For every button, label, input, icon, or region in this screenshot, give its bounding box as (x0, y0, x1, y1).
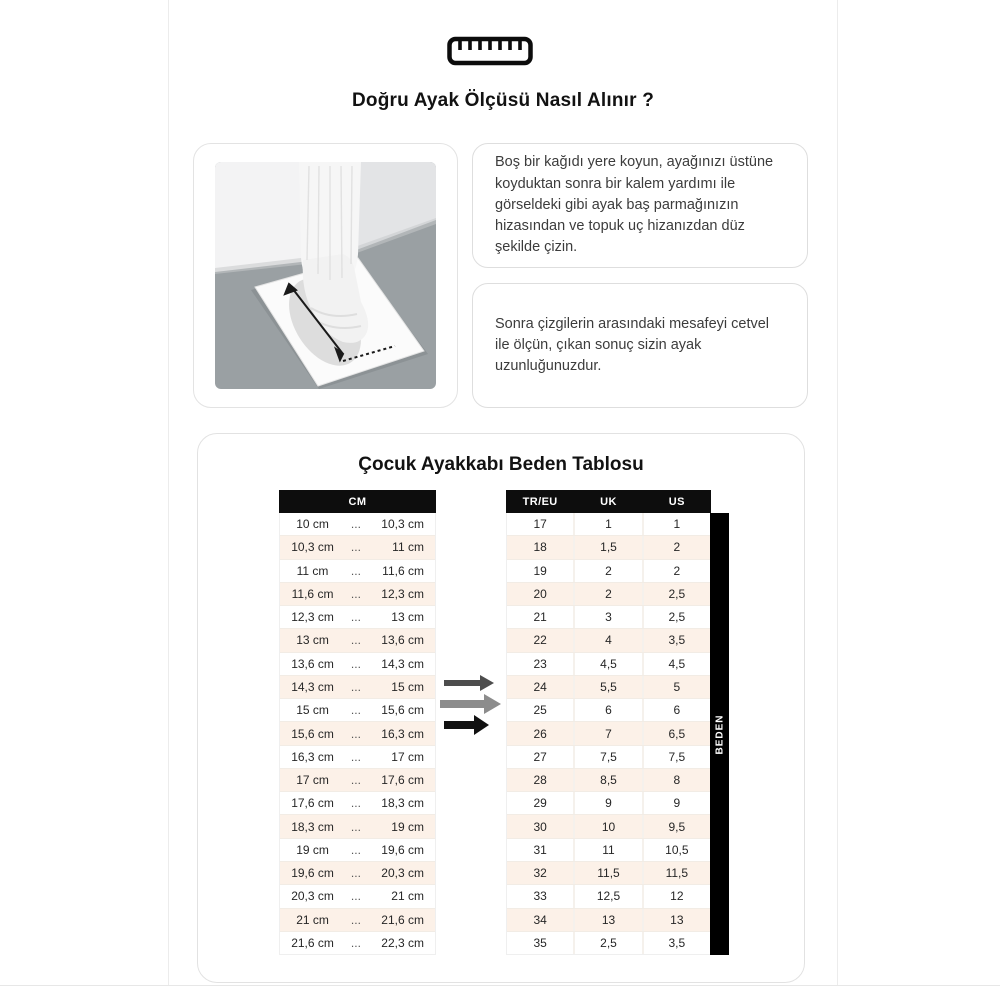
transfer-arrows-icon (438, 671, 504, 737)
table-cell: 22 (507, 629, 575, 651)
table-cell: ... (350, 866, 361, 881)
cm-range-table (279, 490, 436, 955)
header-us: US (668, 495, 685, 508)
table-cell: ... (350, 912, 361, 927)
table-cell: 7,5 (575, 746, 643, 768)
foot-measure-photo-card (193, 143, 458, 408)
table-cell: 25 (507, 699, 575, 721)
table-cell: 18,3 cm (291, 819, 334, 834)
table-cell: 2 (673, 563, 681, 578)
table-cell: 3,5 (668, 935, 686, 950)
table-row (507, 815, 710, 838)
table-cell: 13,6 cm (291, 656, 334, 671)
content-right-border (837, 0, 838, 985)
table-cell: 21,6 cm (381, 912, 424, 927)
table-cell: 3 (575, 606, 643, 628)
table-cell: ... (350, 679, 361, 694)
table-row (507, 839, 710, 862)
table-cell: ... (350, 540, 361, 555)
table-cell: 4,5 (575, 653, 643, 675)
table-cell: 19 cm (296, 842, 329, 857)
size-chart-title: Çocuk Ayakkabı Beden Tablosu (358, 454, 644, 475)
table-cell: 12 (670, 889, 684, 904)
table-cell: 20 (507, 583, 575, 605)
table-row (507, 885, 710, 908)
table-row (507, 606, 710, 629)
table-cell: 21 (507, 606, 575, 628)
foot-measure-photo (215, 162, 436, 389)
table-row (280, 583, 435, 606)
table-cell: 2 (575, 560, 643, 582)
instruction-text-1: Boş bir kağıdı yere koyun, ayağınızı üstüne koyduktan sonra bir kalem yardımı ile görseldeki gibi ayak baş parmağınızın hizasından ve topuk uç hizanızdan düz şekilde çizin. (495, 154, 774, 256)
table-cell: 8,5 (575, 769, 643, 791)
table-cell: 18,3 cm (381, 796, 424, 811)
shoe-size-table (506, 490, 711, 955)
table-cell: 15,6 cm (381, 703, 424, 718)
table-cell: 7 (575, 722, 643, 744)
table-cell: 10,3 cm (291, 540, 334, 555)
content-bottom-border (0, 985, 1000, 986)
table-cell: 4,5 (668, 656, 686, 671)
table-cell: ... (350, 563, 361, 578)
table-cell: 19 (507, 560, 575, 582)
table-row (280, 629, 435, 652)
table-cell: 13 (670, 912, 684, 927)
beden-side-bar (710, 513, 729, 955)
table-cell: 21 cm (296, 912, 329, 927)
table-cell: 29 (507, 792, 575, 814)
table-cell: 35 (507, 932, 575, 954)
table-row (280, 653, 435, 676)
table-cell: 5,5 (575, 676, 643, 698)
table-cell: 15 cm (391, 679, 424, 694)
table-cell: ... (350, 796, 361, 811)
table-cell: 33 (507, 885, 575, 907)
table-cell: 18 (507, 536, 575, 558)
table-row (507, 722, 710, 745)
table-row (280, 909, 435, 932)
ruler-icon (447, 36, 533, 66)
table-cell: 10 (575, 815, 643, 837)
table-row (280, 513, 435, 536)
table-cell: ... (350, 656, 361, 671)
table-cell: 11,6 cm (382, 563, 424, 578)
table-row (507, 932, 710, 954)
table-row (280, 839, 435, 862)
beden-label: BEDEN (714, 713, 726, 755)
table-row (280, 885, 435, 908)
table-cell: 13 cm (391, 610, 424, 625)
table-cell: 23 (507, 653, 575, 675)
table-row (507, 583, 710, 606)
table-cell: 9 (673, 796, 681, 811)
table-row (280, 606, 435, 629)
table-cell: 19 cm (391, 819, 424, 834)
table-row (280, 722, 435, 745)
table-cell: 11,5 (575, 862, 643, 884)
table-cell: 15 cm (296, 703, 329, 718)
table-cell: 6 (673, 703, 681, 718)
table-cell: 5 (673, 679, 681, 694)
table-cell: 12,3 cm (291, 610, 334, 625)
table-cell: ... (350, 610, 361, 625)
cm-header-label: CM (348, 495, 367, 508)
table-cell: 17,6 cm (381, 773, 424, 788)
table-row (507, 676, 710, 699)
table-row (280, 792, 435, 815)
table-cell: 11 cm (296, 563, 329, 578)
size-chart-card (197, 433, 805, 983)
table-row (507, 560, 710, 583)
table-cell: ... (350, 773, 361, 788)
table-cell: 1 (575, 513, 643, 535)
table-cell: 11 (575, 839, 643, 861)
table-cell: 2,5 (668, 586, 686, 601)
table-cell: 9,5 (668, 819, 686, 834)
table-row (507, 629, 710, 652)
table-cell: 8 (673, 773, 681, 788)
cm-table-body (279, 513, 436, 955)
table-cell: 22,3 cm (381, 935, 424, 950)
table-cell: 13 (575, 909, 643, 931)
table-cell: 1 (673, 517, 681, 532)
table-cell: 17 (507, 513, 575, 535)
table-row (507, 536, 710, 559)
table-cell: 2 (575, 583, 643, 605)
table-row (280, 932, 435, 954)
table-row (280, 769, 435, 792)
table-cell: 4 (575, 629, 643, 651)
table-cell: 2 (673, 540, 681, 555)
table-row (507, 909, 710, 932)
table-row (507, 653, 710, 676)
table-cell: ... (350, 726, 361, 741)
table-cell: 6 (575, 699, 643, 721)
table-cell: 1,5 (575, 536, 643, 558)
table-cell: 28 (507, 769, 575, 791)
table-cell: 15,6 cm (291, 726, 334, 741)
table-cell: 21,6 cm (291, 935, 334, 950)
size-table-header (506, 490, 711, 513)
table-cell: 14,3 cm (291, 679, 334, 694)
table-cell: 9 (575, 792, 643, 814)
table-row (280, 862, 435, 885)
table-cell: 2,5 (668, 610, 686, 625)
table-row (507, 862, 710, 885)
table-cell: 13,6 cm (381, 633, 424, 648)
table-cell: 16,3 cm (381, 726, 424, 741)
table-row (280, 536, 435, 559)
table-cell: 12,5 (575, 885, 643, 907)
table-cell: ... (350, 586, 361, 601)
table-cell: 12,3 cm (381, 586, 424, 601)
measure-guide-title: Doğru Ayak Ölçüsü Nasıl Alınır ? (351, 90, 654, 111)
table-row (280, 560, 435, 583)
table-cell: 16,3 cm (291, 749, 334, 764)
table-cell: ... (350, 819, 361, 834)
instruction-text-2: Sonra çizgilerin arasındaki mesafeyi cetvel ile ölçün, çıkan sonuç sizin ayak uzunluğunuzdur. (495, 315, 770, 375)
table-row (507, 513, 710, 536)
table-cell: ... (350, 517, 361, 532)
instruction-card-1 (472, 143, 808, 268)
table-cell: 21 cm (391, 889, 424, 904)
table-cell: 11,6 cm (291, 586, 334, 601)
table-row (507, 699, 710, 722)
table-cell: 17 cm (391, 749, 424, 764)
table-row (280, 676, 435, 699)
table-row (280, 815, 435, 838)
table-row (507, 746, 710, 769)
instruction-card-2 (472, 283, 808, 408)
table-cell: 30 (507, 815, 575, 837)
table-cell: 19,6 cm (291, 866, 334, 881)
table-row (280, 746, 435, 769)
size-table-body (506, 513, 711, 955)
cm-table-header (279, 490, 436, 513)
table-cell: 14,3 cm (381, 656, 424, 671)
table-cell: 2,5 (575, 932, 643, 954)
table-cell: 26 (507, 722, 575, 744)
table-cell: 17 cm (296, 773, 329, 788)
table-cell: 19,6 cm (381, 842, 424, 857)
table-cell: 24 (507, 676, 575, 698)
table-cell: 17,6 cm (291, 796, 334, 811)
table-cell: ... (350, 935, 361, 950)
table-cell: 20,3 cm (381, 866, 424, 881)
table-cell: ... (350, 633, 361, 648)
table-cell: ... (350, 889, 361, 904)
table-cell: ... (350, 749, 361, 764)
table-cell: 6,5 (668, 726, 686, 741)
table-cell: ... (350, 842, 361, 857)
table-row (507, 769, 710, 792)
header-uk: UK (600, 495, 617, 508)
table-cell: 11 cm (392, 540, 424, 555)
table-row (507, 792, 710, 815)
table-cell: 10,3 cm (381, 517, 424, 532)
table-cell: 3,5 (668, 633, 686, 648)
table-cell: 11,5 (665, 866, 689, 881)
header-tr-eu: TR/EU (522, 495, 558, 508)
table-cell: 34 (507, 909, 575, 931)
table-cell: 10,5 (665, 842, 689, 857)
table-row (280, 699, 435, 722)
content-left-border (168, 0, 169, 985)
table-cell: 10 cm (296, 517, 329, 532)
table-cell: 7,5 (668, 749, 686, 764)
table-cell: 31 (507, 839, 575, 861)
table-cell: 20,3 cm (291, 889, 334, 904)
table-cell: ... (350, 703, 361, 718)
table-cell: 13 cm (296, 633, 329, 648)
table-cell: 27 (507, 746, 575, 768)
table-cell: 32 (507, 862, 575, 884)
